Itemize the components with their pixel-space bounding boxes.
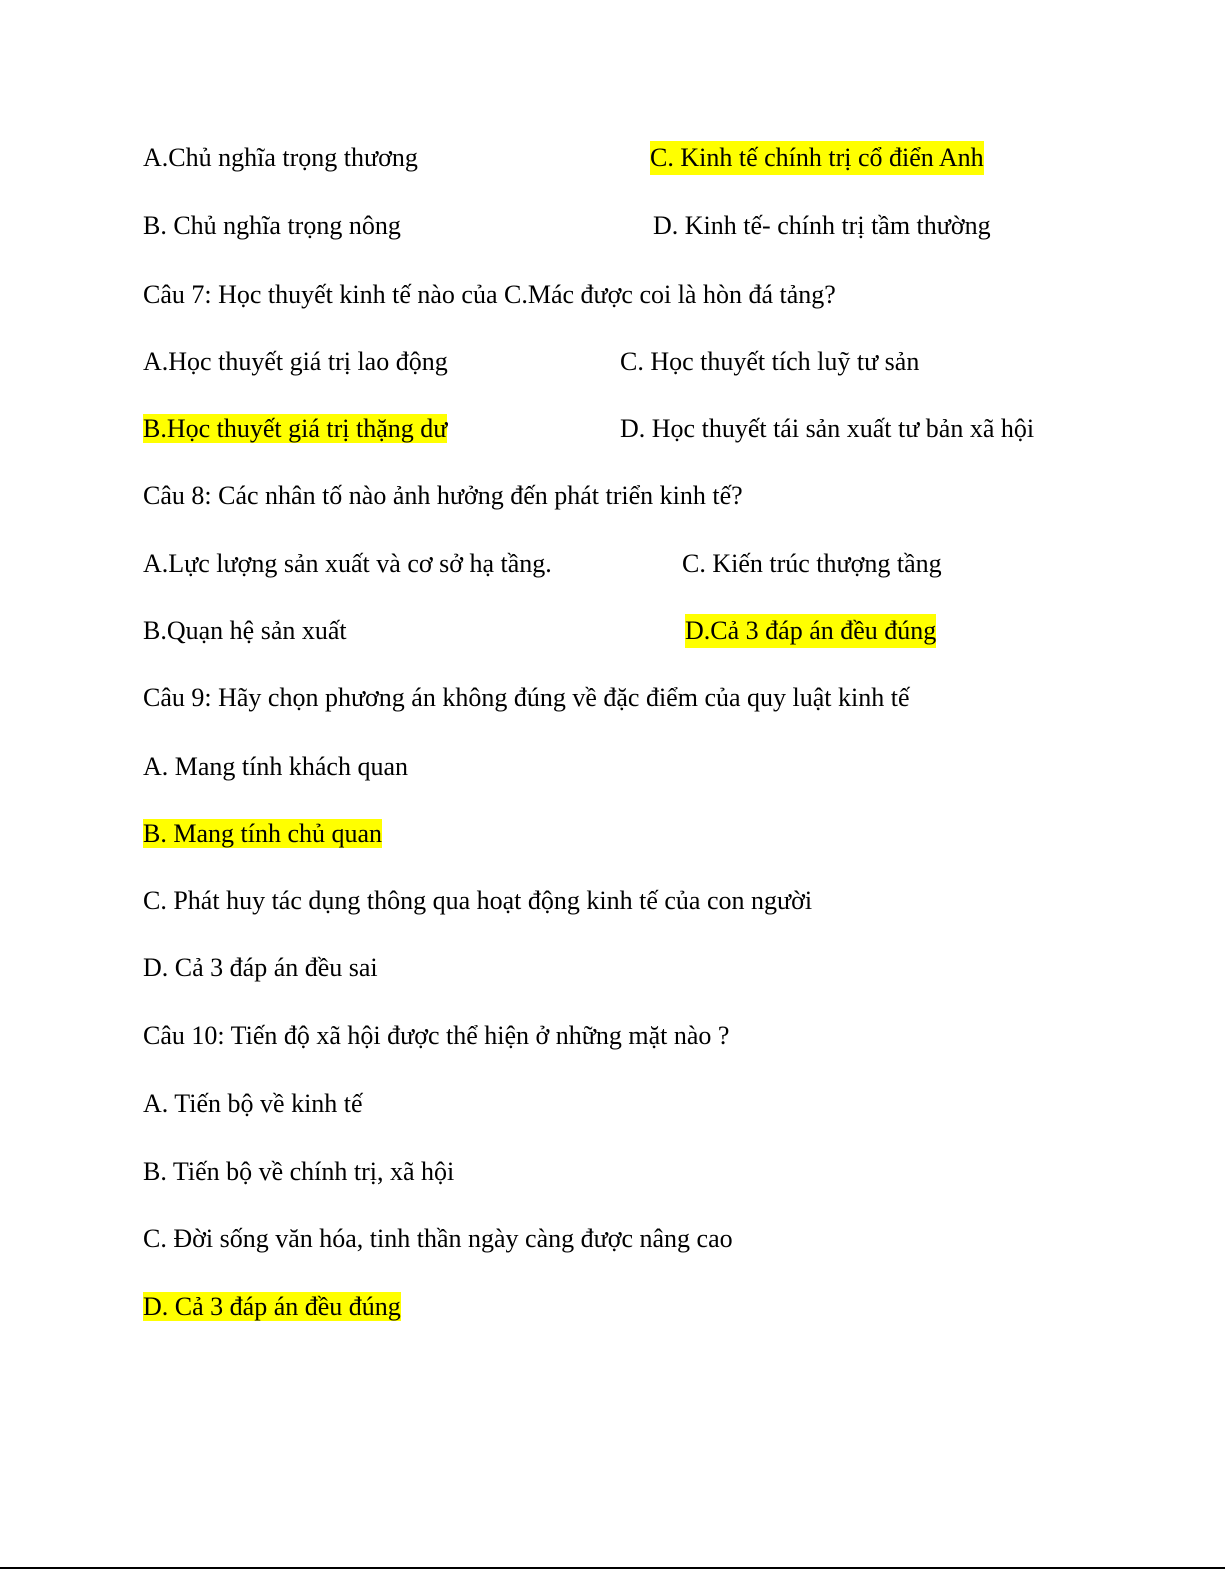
q6-option-c-answer: C. Kinh tế chính trị cổ điển Anh bbox=[650, 141, 984, 175]
page-bottom-border bbox=[0, 1567, 1225, 1569]
q6-option-a: A.Chủ nghĩa trọng thương bbox=[143, 143, 418, 172]
q10-option-c: C. Đời sống văn hóa, tinh thần ngày càng được nâng cao bbox=[143, 1224, 733, 1253]
q9-option-b-row bbox=[143, 817, 382, 851]
q9-option-a: A. Mang tính khách quan bbox=[143, 752, 409, 781]
q9-option-c: C. Phát huy tác dụng thông qua hoạt động kinh tế của con người bbox=[143, 886, 813, 915]
q8-option-b: B.Quạn hệ sản xuất bbox=[143, 616, 347, 645]
q8-option-a: A.Lực lượng sản xuất và cơ sở hạ tầng. bbox=[143, 549, 552, 578]
q7-question: Câu 7: Học thuyết kinh tế nào của C.Mác được coi là hòn đá tảng? bbox=[143, 280, 836, 309]
q10-question: Câu 10: Tiến độ xã hội được thể hiện ở những mặt nào ? bbox=[143, 1021, 730, 1050]
q7-option-d: D. Học thuyết tái sản xuất tư bản xã hội bbox=[620, 414, 1035, 443]
q10-option-d-row bbox=[143, 1290, 401, 1324]
q10-option-b: B. Tiến bộ về chính trị, xã hội bbox=[143, 1157, 455, 1186]
q10-option-d-answer: D. Cả 3 đáp án đều đúng bbox=[143, 1292, 401, 1321]
q8-question: Câu 8: Các nhân tố nào ảnh hưởng đến phát triển kinh tế? bbox=[143, 481, 743, 510]
q7-option-b-row bbox=[143, 412, 447, 446]
q9-option-b-answer: B. Mang tính chủ quan bbox=[143, 819, 383, 848]
q10-option-a: A. Tiến bộ về kinh tế bbox=[143, 1089, 363, 1118]
q9-option-d: D. Cả 3 đáp án đều sai bbox=[143, 953, 378, 982]
q6-option-d: D. Kinh tế- chính trị tầm thường bbox=[653, 211, 991, 240]
q7-option-a: A.Học thuyết giá trị lao động bbox=[143, 347, 448, 376]
q8-option-d-answer: D.Cả 3 đáp án đều đúng bbox=[685, 614, 936, 648]
q7-option-c: C. Học thuyết tích luỹ tư sản bbox=[620, 347, 920, 376]
q9-question: Câu 9: Hãy chọn phương án không đúng về đặc điểm của quy luật kinh tế bbox=[143, 683, 910, 712]
q6-option-b: B. Chủ nghĩa trọng nông bbox=[143, 211, 401, 240]
q7-option-b-answer: B.Học thuyết giá trị thặng dư bbox=[143, 414, 448, 443]
q8-option-c: C. Kiến trúc thượng tầng bbox=[682, 549, 942, 578]
